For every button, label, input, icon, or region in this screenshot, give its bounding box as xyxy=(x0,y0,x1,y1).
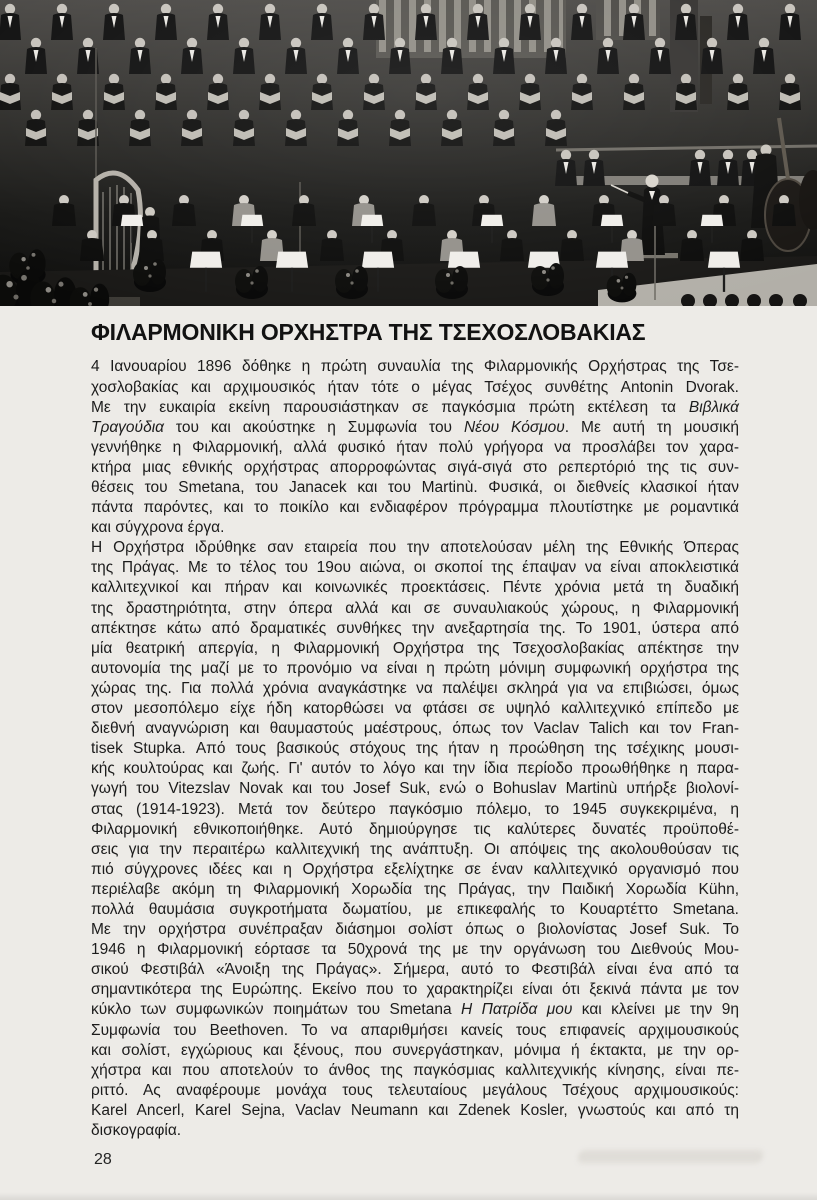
text-line: γωγή του Vitezslav Novak και του Josef Suk, ενώ ο Bohuslav Martinù υπήρξε βιολονί- xyxy=(91,780,739,798)
orchestra-photo-frame xyxy=(0,0,817,306)
text-line: Η Ορχήστρα ιδρύθηκε σαν εταιρεία που την αποτελούσαν μέλη της Εθνικής Όπερας xyxy=(91,539,739,557)
text-line: διεθνή αναγνώριση και θαυμαστούς μαέστρους, όπως τον Vaclav Talich και τον Fran- xyxy=(91,720,739,738)
text-line: καλλιτεχνικοί και πήραν και κοινωνικές προεκτάσεις. Πέντε χρόνια μετά τη δυαδική xyxy=(91,579,739,597)
text-line: Με την ορχήστρα συνέπραξαν διάσημοι σολίστ όπως ο βιολονίστας Josef Suk. Το xyxy=(91,921,739,939)
text-line: μία θεατρική απεργία, η Φιλαρμονική Ορχήστρα της Τσεχοσλοβακίας απέκτησε την xyxy=(91,639,739,657)
text-line: σημαντικότερα της Ευρώπης. Εκείνο που το χαρακτηρίζει είναι ότι ξεκινά πάντα με τον xyxy=(91,981,739,999)
text-line: της δραστηριότητα, στην όπερα αλλά και σε συναυλιακούς χώρους, η Φιλαρμονική xyxy=(91,599,739,617)
text-line: Με την ευκαιρία εκείνη παρουσιάστηκαν σε παγκόσμια πρώτη εκτέλεση τα Βιβλικά xyxy=(91,398,739,416)
text-line: δισκογραφία. xyxy=(91,1122,182,1139)
text-line: και σύγχρονα έργα. xyxy=(91,519,225,537)
text-line: της Πράγας. Με το τέλος του 19ου αιώνα, οι σκοποί της έπαψαν να είναι αποκλειστικά xyxy=(91,559,739,577)
orchestra-photo xyxy=(0,0,817,306)
text-line: 4 Ιανουαρίου 1896 δόθηκε η πρώτη συναυλία της Φιλαρμονικής Ορχήστρας της Τσε- xyxy=(91,358,739,376)
text-line: πολλά θαυμάσια συγκροτήματα δωματίου, με επικεφαλής το Κουαρτέττο Smetana. xyxy=(91,900,739,918)
text-line: στον μεσοπόλεμο είχε ήδη κατορθώσει να φτάσει σε υψηλό καλλιτεχνικό επίπεδο με xyxy=(91,700,739,718)
text-line: θέσεις του Smetana, του Janacek και του Martinù. Φυσικά, οι διεθνείς κλασικοί ήταν xyxy=(91,479,739,496)
text-line: απέκτησε κάτω από δραματικές συνθήκες την ανεξαρτησία της. Το 1901, ύστερα από xyxy=(91,619,739,637)
page-number: 28 xyxy=(94,1151,112,1168)
text-line: κτήρα μιας εθνικής ορχήστρας απορροφώντας σιγά-σιγά στο ρεπερτόριό της τις συν- xyxy=(91,458,739,476)
text-line: στας (1914-1923). Μετά τον δεύτερο παγκόσμιο πόλεμο, το 1945 συγκεκριμένα, η xyxy=(91,800,739,818)
text-line: αυτονομία της μαζί με το προνόμιο να είναι η πρώτη μόνιμη συμφωνική ορχήστρα της xyxy=(91,659,739,677)
text-line: σικού Φεστιβάλ «Άνοιξη της Πράγας». Σήμερα, αυτό το Φεστιβάλ είναι ένα από τα xyxy=(91,961,739,979)
text-line: ριττό. Ας αναφέρουμε μονάχα τους τελευταίους μεγάλους Τσέχους αρχιμουσικούς: xyxy=(91,1081,739,1099)
text-line: και σολίστ, εγχώριους και ξένους, που συνεργάστηκαν, μόνιμα ή έκτακτα, με την ορ- xyxy=(91,1041,739,1059)
text-line: χοσλοβακίας και αρχιμουσικός ήταν τότε ο μέγας Τσέχος συνθέτης Antonin Dvorak. xyxy=(91,378,739,396)
text-line: Φιλαρμονική εθνικοποιήθηκε. Αυτό δημιούργησε τις καλύτερες δυνατές προϋποθέ- xyxy=(91,820,739,838)
text-line: 1946 η Φιλαρμονική εόρτασε τα 50χρονά της με την οργάνωση του Διεθνούς Μου- xyxy=(91,941,739,959)
reverse-page-showthrough xyxy=(577,1150,764,1163)
text-line: σεις για την περαιτέρω καλλιτεχνική της ανάπτυξη. Οι απόψεις της ακολουθούσαν τις xyxy=(91,840,739,858)
text-line: χώρας της. Για πολλά χρόνια αναγκάστηκε να παλέψει σκληρά για να επιβιώσει, όμως xyxy=(91,679,739,697)
text-line: κής κουλτούρας και ζωής. Γι' αυτόν το λόγο και την ίδια περίοδο προωθήθηκε η παρα- xyxy=(91,760,739,778)
text-line: Karel Ancerl, Karel Sejna, Vaclav Neumann και Zdenek Kosler, γνωστούς και από τη xyxy=(91,1101,739,1119)
text-line: χήστρα και που αποτελούν το άνθος της παγκόσμιας καλλιτεχνικής κίνησης, είναι πε- xyxy=(91,1061,739,1079)
article-title: ΦΙΛΑΡΜΟΝΙΚΗ ΟΡΧΗΣΤΡΑ ΤΗΣ ΤΣΕΧΟΣΛΟΒΑΚΙΑΣ xyxy=(91,319,646,345)
text-line: πάντα παρόντες, και το ποικίλο και ενδιαφέρον πρόγραμμα πλουτίστηκε με ρομαντικά xyxy=(91,499,739,517)
text-line: Συμφωνία του Beethoven. Το να απαριθμήσει κανείς τους επιφανείς αρχιμουσικούς xyxy=(91,1021,739,1039)
text-line: Τραγούδια του και ακούστηκε η Συμφωνία του Νέου Κόσμου. Με αυτή τη μουσική xyxy=(91,418,739,436)
page-bottom-shadow xyxy=(0,1192,817,1200)
text-line: κύκλο των συμφωνικών ποιημάτων του Smetana Η Πατρίδα μου και κλείνει με την 9η xyxy=(91,1001,739,1019)
text-line: περιέλαβε ακόμη τη Φιλαρμονική Χορωδία της Πράγας, την Παιδική Χορωδία Kühn, xyxy=(91,880,739,898)
article xyxy=(91,319,739,1141)
article-body xyxy=(91,357,739,1141)
photo-light-overlay xyxy=(0,0,817,306)
text-line: tisek Stupka. Από τους βασικούς στόχους της ήταν η προώθηση της τσέχικης μουσι- xyxy=(91,740,739,758)
text-line: πιό σύγχρονες ιδέες και η Ορχήστρα εξελίχτηκε σε έναν καλλιτεχνικό οργανισμό που xyxy=(91,860,739,878)
text-line: γεννήθηκε η Φιλαρμονική, αλλά φυσικό ήταν πολύ γρήγορα να προσλάβει τον χαρα- xyxy=(91,438,739,456)
